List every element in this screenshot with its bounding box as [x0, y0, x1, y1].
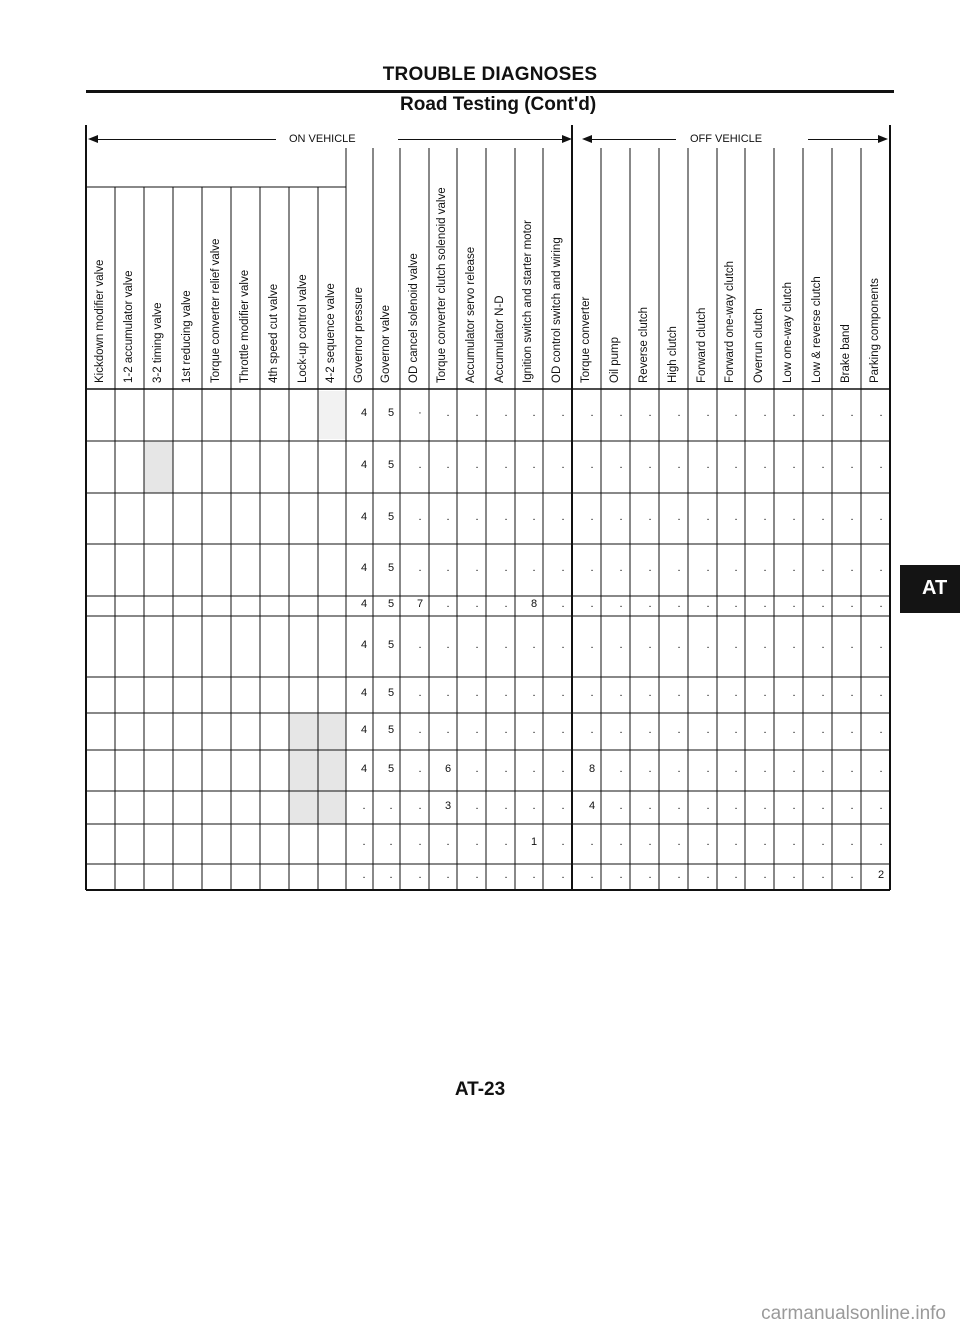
empty-mark: .: [446, 869, 450, 881]
empty-mark: .: [648, 869, 652, 881]
empty-mark: .: [879, 799, 883, 812]
empty-mark: .: [561, 598, 565, 610]
empty-mark: .: [418, 723, 422, 736]
cell-value: 4: [360, 598, 368, 610]
empty-mark: .: [677, 762, 681, 775]
empty-mark: .: [706, 762, 710, 775]
empty-mark: .: [763, 799, 767, 812]
empty-mark: .: [504, 762, 508, 775]
empty-mark: .: [418, 459, 422, 471]
empty-mark: .: [706, 510, 710, 523]
empty-mark: .: [792, 723, 796, 736]
empty-mark: .: [619, 723, 623, 736]
empty-mark: .: [446, 687, 450, 699]
empty-mark: .: [504, 510, 508, 523]
column-header: 4th speed cut valve: [267, 283, 280, 383]
column-header: 1st reducing valve: [180, 290, 193, 383]
empty-mark: .: [590, 510, 594, 523]
empty-mark: .: [648, 598, 652, 610]
empty-mark: .: [677, 562, 681, 574]
cell-value: 5: [387, 762, 395, 775]
empty-mark: .: [590, 638, 594, 651]
empty-mark: .: [763, 687, 767, 699]
empty-mark: .: [763, 723, 767, 736]
column-header: Low one-way clutch: [781, 282, 794, 383]
empty-mark: .: [792, 407, 796, 419]
side-tab: [900, 565, 960, 613]
empty-mark: .: [648, 407, 652, 419]
empty-mark: .: [706, 836, 710, 848]
empty-mark: .: [763, 510, 767, 523]
off-vehicle-label: OFF VEHICLE: [686, 133, 766, 145]
empty-mark: .: [763, 407, 767, 419]
column-header: 4-2 sequence valve: [325, 283, 337, 383]
empty-mark: .: [446, 459, 450, 471]
empty-mark: .: [446, 407, 450, 419]
empty-mark: .: [706, 562, 710, 574]
empty-mark: .: [792, 562, 796, 574]
empty-mark: .: [532, 459, 536, 471]
empty-mark: .: [475, 638, 479, 651]
empty-mark: .: [561, 687, 565, 699]
empty-mark: .: [879, 723, 883, 736]
empty-mark: .: [590, 562, 594, 574]
empty-mark: .: [792, 687, 796, 699]
empty-mark: .: [561, 407, 565, 419]
page-subtitle: Road Testing (Cont'd): [400, 94, 597, 115]
empty-mark: .: [389, 836, 393, 848]
empty-mark: .: [821, 687, 825, 699]
empty-mark: .: [648, 562, 652, 574]
empty-mark: .: [850, 869, 854, 881]
empty-mark: .: [734, 836, 738, 848]
empty-mark: .: [532, 407, 536, 419]
empty-mark: .: [850, 562, 854, 574]
empty-mark: .: [648, 687, 652, 699]
empty-mark: .: [792, 836, 796, 848]
empty-mark: .: [590, 836, 594, 848]
empty-mark: .: [821, 869, 825, 881]
empty-mark: .: [850, 407, 854, 419]
empty-mark: .: [677, 723, 681, 736]
cell-value: 8: [588, 762, 596, 775]
empty-mark: .: [504, 836, 508, 848]
page-title: TROUBLE DIAGNOSES: [382, 64, 598, 85]
empty-mark: .: [763, 598, 767, 610]
empty-mark: .: [504, 869, 508, 881]
empty-mark: .: [648, 723, 652, 736]
cell-value: 4: [360, 638, 368, 651]
empty-mark: .: [532, 723, 536, 736]
empty-mark: .: [532, 687, 536, 699]
empty-mark: .: [734, 598, 738, 610]
empty-mark: .: [792, 869, 796, 881]
empty-mark: .: [850, 762, 854, 775]
empty-mark: .: [475, 407, 479, 419]
cell-value: 4: [360, 510, 368, 523]
empty-mark: .: [677, 869, 681, 881]
empty-mark: .: [821, 723, 825, 736]
column-header: Oil pump: [608, 336, 621, 383]
column-header: Accumulator servo release: [464, 246, 477, 383]
watermark: carmanualsonline.info: [761, 1303, 946, 1324]
empty-mark: .: [879, 562, 883, 574]
empty-mark: .: [850, 687, 854, 699]
empty-mark: .: [619, 836, 623, 848]
empty-mark: .: [362, 869, 366, 881]
column-header: Kickdown modifier valve: [93, 259, 106, 383]
column-header: Parking components: [868, 278, 881, 383]
empty-mark: .: [734, 762, 738, 775]
empty-mark: .: [677, 510, 681, 523]
empty-mark: .: [706, 723, 710, 736]
empty-mark: .: [475, 687, 479, 699]
empty-mark: .: [504, 598, 508, 610]
empty-mark: .: [879, 836, 883, 848]
empty-mark: .: [418, 869, 422, 881]
cell-value: 6: [444, 762, 452, 775]
empty-mark: .: [504, 638, 508, 651]
empty-mark: .: [532, 869, 536, 881]
empty-mark: .: [821, 407, 825, 419]
empty-mark: .: [734, 510, 738, 523]
empty-mark: .: [879, 598, 883, 610]
empty-mark: .: [475, 762, 479, 775]
empty-mark: .: [792, 510, 796, 523]
empty-mark: .: [619, 638, 623, 651]
column-header: Lock-up control valve: [296, 274, 309, 383]
empty-mark: .: [561, 723, 565, 736]
empty-mark: .: [590, 407, 594, 419]
cell-value: 1: [530, 836, 538, 848]
empty-mark: .: [561, 869, 565, 881]
empty-mark: .: [706, 869, 710, 881]
cell-value: 2: [877, 869, 885, 881]
empty-mark: .: [446, 510, 450, 523]
empty-mark: .: [418, 687, 422, 699]
empty-mark: .: [389, 869, 393, 881]
empty-mark: .: [561, 762, 565, 775]
empty-mark: .: [561, 836, 565, 848]
empty-mark: .: [532, 510, 536, 523]
empty-mark: .: [590, 459, 594, 471]
empty-mark: .: [706, 687, 710, 699]
column-header: Ignition switch and starter motor: [522, 220, 534, 383]
empty-mark: .: [418, 510, 422, 523]
empty-mark: .: [446, 836, 450, 848]
empty-mark: .: [821, 510, 825, 523]
empty-mark: .: [821, 459, 825, 471]
empty-mark: .: [648, 762, 652, 775]
empty-mark: .: [763, 638, 767, 651]
empty-mark: .: [677, 638, 681, 651]
empty-mark: .: [648, 836, 652, 848]
column-header: Torque converter relief valve: [209, 238, 222, 383]
column-header: Governor valve: [379, 305, 392, 383]
empty-mark: .: [706, 598, 710, 610]
empty-mark: .: [619, 762, 623, 775]
empty-mark: .: [879, 459, 883, 471]
empty-mark: .: [879, 407, 883, 419]
side-tab-label: AT: [922, 577, 948, 599]
empty-mark: .: [619, 510, 623, 523]
cell-value: 5: [387, 510, 395, 523]
empty-mark: .: [561, 562, 565, 574]
empty-mark: .: [850, 598, 854, 610]
cell-value: 4: [360, 459, 368, 471]
empty-mark: .: [706, 799, 710, 812]
empty-mark: .: [619, 799, 623, 812]
cell-value: 4: [360, 687, 368, 699]
empty-mark: .: [677, 687, 681, 699]
on-vehicle-label: ON VEHICLE: [285, 133, 360, 145]
cell-value: 5: [387, 687, 395, 699]
column-header: Accumulator N-D: [493, 295, 506, 383]
column-header: Brake band: [839, 324, 852, 383]
empty-mark: .: [619, 459, 623, 471]
empty-mark: .: [619, 869, 623, 881]
empty-mark: .: [619, 562, 623, 574]
empty-mark: .: [706, 459, 710, 471]
empty-mark: .: [418, 638, 422, 651]
empty-mark: .: [821, 762, 825, 775]
cell-value: 5: [387, 638, 395, 651]
empty-mark: .: [532, 799, 536, 812]
empty-mark: .: [821, 598, 825, 610]
empty-mark: .: [648, 510, 652, 523]
empty-mark: .: [677, 598, 681, 610]
empty-mark: .: [475, 510, 479, 523]
empty-mark: .: [763, 762, 767, 775]
empty-mark: .: [648, 799, 652, 812]
column-header: Forward one-way clutch: [724, 260, 736, 383]
empty-mark: .: [561, 459, 565, 471]
cell-value: 4: [360, 407, 368, 419]
column-header: High clutch: [666, 326, 679, 383]
empty-mark: .: [850, 459, 854, 471]
empty-mark: .: [821, 836, 825, 848]
cell-value: 5: [387, 723, 395, 736]
cell-value: 3: [444, 799, 452, 812]
empty-mark: .: [706, 407, 710, 419]
empty-mark: .: [504, 407, 508, 419]
empty-mark: .: [821, 562, 825, 574]
empty-mark: .: [677, 799, 681, 812]
empty-mark: .: [418, 762, 422, 775]
page-number: AT-23: [454, 1079, 506, 1100]
empty-mark: .: [792, 638, 796, 651]
empty-mark: .: [446, 723, 450, 736]
column-header: Torque converter: [579, 296, 592, 383]
empty-mark: .: [734, 869, 738, 881]
cell-value: 8: [530, 598, 538, 610]
empty-mark: .: [677, 836, 681, 848]
empty-mark: .: [389, 799, 393, 812]
empty-mark: .: [677, 459, 681, 471]
column-header: 1-2 accumulator valve: [122, 270, 135, 383]
cell-value: 7: [416, 598, 424, 610]
empty-mark: .: [763, 459, 767, 471]
empty-mark: .: [446, 562, 450, 574]
empty-mark: .: [418, 836, 422, 848]
empty-mark: .: [446, 598, 450, 610]
empty-mark: .: [532, 562, 536, 574]
empty-mark: .: [648, 638, 652, 651]
cell-value: 5: [387, 407, 395, 419]
empty-mark: .: [475, 869, 479, 881]
empty-mark: .: [734, 459, 738, 471]
empty-mark: .: [792, 459, 796, 471]
empty-mark: .: [879, 510, 883, 523]
empty-mark: .: [677, 407, 681, 419]
empty-mark: .: [879, 687, 883, 699]
column-header: 3-2 timing valve: [151, 302, 164, 383]
empty-mark: .: [362, 836, 366, 848]
empty-mark: .: [504, 687, 508, 699]
empty-mark: .: [734, 407, 738, 419]
empty-mark: .: [734, 799, 738, 812]
empty-mark: .: [821, 799, 825, 812]
empty-mark: .: [734, 723, 738, 736]
empty-mark: .: [619, 687, 623, 699]
empty-mark: .: [879, 638, 883, 651]
cell-value: 5: [387, 459, 395, 471]
empty-mark: .: [619, 598, 623, 610]
empty-mark: .: [590, 687, 594, 699]
column-header: Forward clutch: [695, 307, 708, 383]
column-header: Governor pressure: [352, 287, 365, 383]
empty-mark: .: [734, 638, 738, 651]
empty-mark: .: [446, 638, 450, 651]
empty-mark: .: [418, 562, 422, 574]
cell-value: 4: [360, 562, 368, 574]
empty-mark: .: [763, 836, 767, 848]
empty-mark: ·: [418, 407, 422, 419]
empty-mark: .: [850, 836, 854, 848]
empty-mark: .: [734, 562, 738, 574]
empty-mark: .: [504, 723, 508, 736]
empty-mark: .: [734, 687, 738, 699]
empty-mark: .: [821, 638, 825, 651]
cell-value: 4: [588, 799, 596, 812]
empty-mark: .: [792, 799, 796, 812]
empty-mark: .: [532, 638, 536, 651]
empty-mark: .: [504, 562, 508, 574]
empty-mark: .: [850, 638, 854, 651]
empty-mark: .: [850, 723, 854, 736]
empty-mark: .: [475, 836, 479, 848]
empty-mark: .: [418, 799, 422, 812]
cell-value: 4: [360, 762, 368, 775]
empty-mark: .: [504, 459, 508, 471]
column-header: Throttle modifier valve: [238, 269, 251, 383]
empty-mark: .: [590, 723, 594, 736]
empty-mark: .: [475, 562, 479, 574]
empty-mark: .: [590, 869, 594, 881]
empty-mark: .: [590, 598, 594, 610]
empty-mark: .: [475, 799, 479, 812]
cell-value: 4: [360, 723, 368, 736]
empty-mark: .: [475, 598, 479, 610]
empty-mark: .: [561, 799, 565, 812]
empty-mark: .: [879, 762, 883, 775]
empty-mark: .: [532, 762, 536, 775]
empty-mark: .: [850, 510, 854, 523]
empty-mark: .: [792, 598, 796, 610]
empty-mark: .: [362, 799, 366, 812]
empty-mark: .: [763, 869, 767, 881]
empty-mark: .: [706, 638, 710, 651]
cell-value: 5: [387, 562, 395, 574]
empty-mark: .: [792, 762, 796, 775]
empty-mark: .: [475, 723, 479, 736]
empty-mark: .: [561, 510, 565, 523]
empty-mark: .: [475, 459, 479, 471]
empty-mark: .: [648, 459, 652, 471]
column-header: OD control switch and wiring: [550, 237, 563, 383]
column-header: Reverse clutch: [637, 306, 650, 383]
column-header: Low & reverse clutch: [810, 276, 823, 383]
cell-value: 5: [387, 598, 395, 610]
empty-mark: .: [504, 799, 508, 812]
empty-mark: .: [763, 562, 767, 574]
column-header: Overrun clutch: [752, 308, 765, 383]
empty-mark: .: [850, 799, 854, 812]
column-header: Torque converter clutch solenoid valve: [436, 187, 448, 383]
empty-mark: .: [561, 638, 565, 651]
column-header: OD cancel solenoid valve: [407, 253, 420, 383]
empty-mark: .: [619, 407, 623, 419]
